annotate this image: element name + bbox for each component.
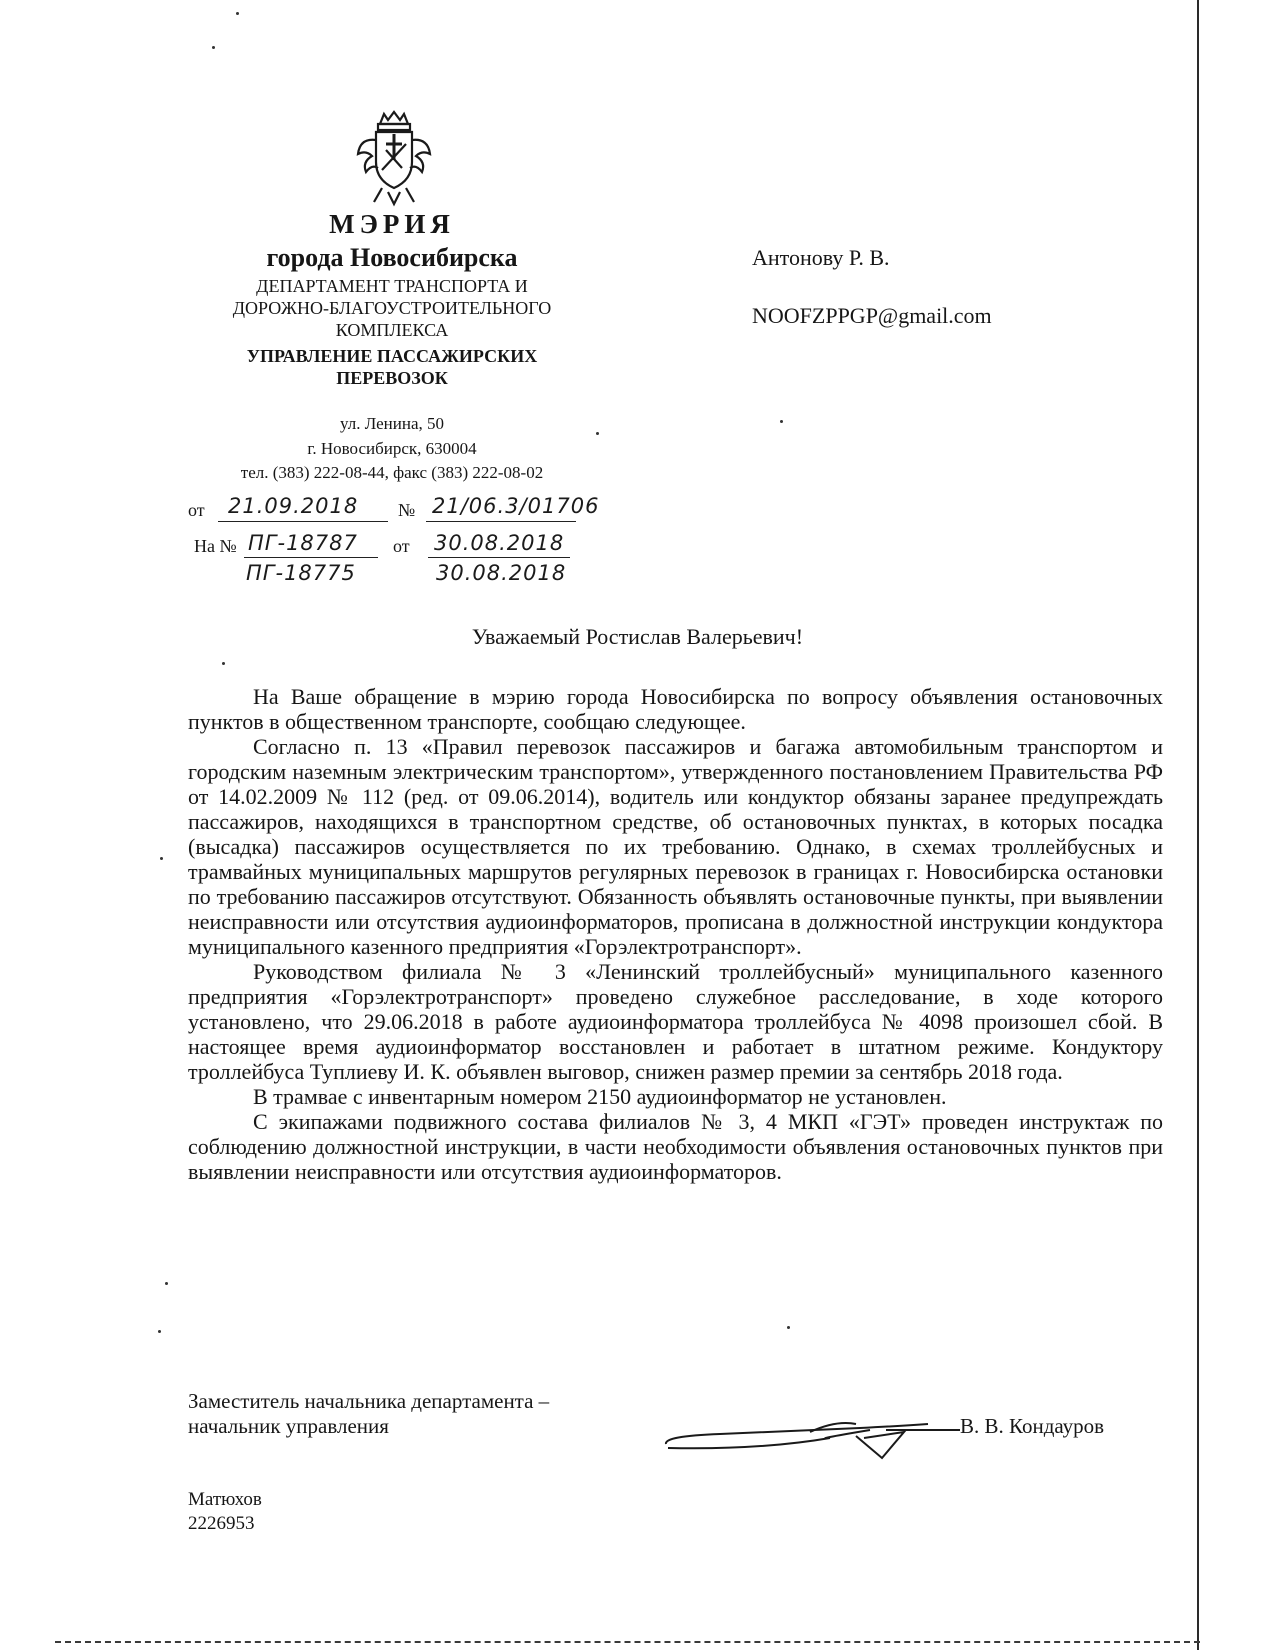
department-line: ДЕПАРТАМЕНТ ТРАНСПОРТА И <box>256 276 528 297</box>
addressee-name: Антонову Р. В. <box>752 245 890 270</box>
administration-line: ПЕРЕВОЗОК <box>336 368 448 389</box>
department-line: КОМПЛЕКСА <box>335 320 449 341</box>
letterhead-department <box>172 276 612 342</box>
reference-label: На № <box>194 536 237 556</box>
reference-date-second: 30.08.2018 <box>436 561 567 585</box>
scan-speck <box>165 1282 168 1285</box>
scan-edge-bottom <box>55 1641 1200 1643</box>
department-line: ДОРОЖНО-БЛАГОУСТРОИТЕЛЬНОГО <box>232 298 552 319</box>
letterhead-address <box>172 412 612 486</box>
letterhead-administration <box>172 346 612 390</box>
reference-number-second: ПГ-18775 <box>246 561 356 585</box>
letterhead <box>172 210 612 486</box>
address-phone: тел. (383) 222-08-44, факс (383) 222-08-02 <box>240 463 544 483</box>
signatory-title <box>188 1389 549 1439</box>
registration-date: 21.09.2018 <box>228 494 359 518</box>
scan-speck <box>160 857 163 860</box>
scan-speck <box>222 662 225 665</box>
scan-speck <box>787 1326 790 1329</box>
executor-info <box>188 1488 262 1536</box>
addressee-email: NOOFZPPGP@gmail.com <box>752 303 992 328</box>
body-paragraph: В трамвае с инвентарным номером 2150 аудиоинформатор не установлен. <box>253 1084 947 1109</box>
signatory-name: В. В. Кондауров <box>960 1414 1105 1438</box>
reference-date: 30.08.2018 <box>434 531 565 555</box>
salutation: Уважаемый Ростислав Валерьевич! <box>471 624 804 649</box>
signatory-title-line: Заместитель начальника департамента – <box>188 1389 550 1413</box>
scan-edge-right <box>1197 0 1199 1650</box>
coat-of-arms-icon <box>352 110 436 208</box>
reference-date-label: от <box>393 536 410 556</box>
letterhead-title: МЭРИЯ <box>329 209 455 239</box>
scan-speck <box>236 12 239 15</box>
handwritten-signature <box>660 1410 960 1466</box>
scan-speck <box>158 1330 161 1333</box>
letter-body <box>188 684 1163 1184</box>
executor-name: Матюхов <box>188 1489 262 1510</box>
administration-line: УПРАВЛЕНИЕ ПАССАЖИРСКИХ <box>246 346 538 367</box>
address-city: г. Новосибирск, 630004 <box>307 438 477 458</box>
body-paragraph: Согласно п. 13 «Правил перевозок пассажиров и багажа автомобильным транспортом и городским наземным электрическим транспортом», утвержденного постановлением Правительства РФ от 14.02.2009 № 112 (ред. от 09.06.2014), водитель или кондуктор обязаны заранее предупреждать пассажиров, находящихся в транспортном средстве, об остановочных пунктах, в которых посадка (высадка) пассажиров осуществляется по их требованию. Однако, в схемах троллейбусных и трамвайных муниципальных маршрутов регулярных перевозок в границах г. Новосибирска остановки по требованию пассажиров отсутствуют. Обязанность объявлять остановочные пункты, при выявлении неисправности или отсутствия аудиоинформаторов, прописана в должностной инструкции кондуктора муниципального казенного предприятия «Горэлектротранспорт». <box>188 734 1163 959</box>
scan-speck <box>212 46 215 49</box>
number-label: № <box>398 500 416 520</box>
signatory-title-line: начальник управления <box>188 1414 389 1438</box>
reference-underline <box>244 557 378 558</box>
date-label: от <box>188 500 205 520</box>
body-paragraph: С экипажами подвижного состава филиалов № 3, 4 МКП «ГЭТ» проведен инструктаж по соблюдению должностной инструкции, в части необходимости объявления остановочных пунктов при выявлении неисправности или отсутствия аудиоинформаторов. <box>188 1109 1163 1184</box>
date-underline <box>218 521 388 522</box>
registration-number: 21/06.3/01706 <box>432 494 600 518</box>
body-paragraph: Руководством филиала № 3 «Ленинский троллейбусный» муниципального казенного предприятия «Горэлектротранспорт» проведено служебное расследование, в ходе которого установлено, что 29.06.2018 в работе аудиоинформатора троллейбуса № 4098 произошел сбой. В настоящее время аудиоинформатор восстановлен и работает в штатном режиме. Кондуктору троллейбуса Туплиеву И. К. объявлен выговор, снижен размер премии за сентябрь 2018 года. <box>188 959 1163 1084</box>
addressee <box>752 245 992 361</box>
executor-phone: 2226953 <box>188 1513 255 1534</box>
number-underline <box>426 521 576 522</box>
letterhead-city: города Новосибирска <box>266 242 518 272</box>
scan-speck <box>780 420 783 423</box>
reference-number: ПГ-18787 <box>248 531 358 555</box>
address-street: ул. Ленина, 50 <box>339 414 445 434</box>
body-paragraph: На Ваше обращение в мэрию города Новосибирска по вопросу объявления остановочных пунктов в общественном транспорте, сообщаю следующее. <box>188 684 1163 734</box>
reference-date-underline <box>428 557 570 558</box>
